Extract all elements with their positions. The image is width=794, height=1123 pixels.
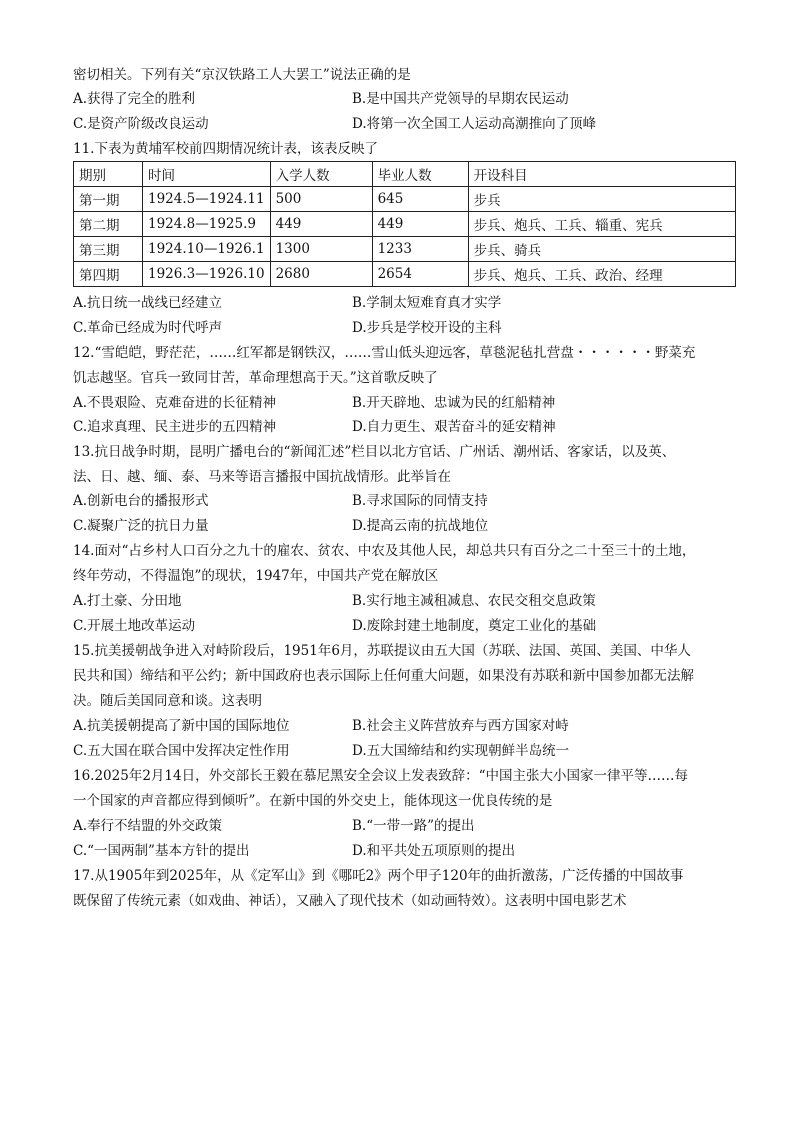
table-cell: 645 [372,187,468,212]
q13-option-c: C.凝聚广泛的抗日力量 [73,518,209,534]
table-cell: 1233 [372,237,468,262]
q16-option-c: C.“一国两制”基本方针的提出 [73,843,250,859]
table-cell: 2680 [270,262,372,287]
q12-option-a: A.不畏艰险、克难奋进的长征精神 [73,395,277,411]
q13-option-a: A.创新电台的播报形式 [73,493,209,509]
table-cell: 1924.8—1925.9 [143,212,271,237]
table-cell: 步兵、炮兵、工兵、政治、经理 [468,262,735,287]
q16-option-b: B.“一带一路”的提出 [352,818,475,834]
table-cell: 1926.3—1926.10 [143,262,271,287]
q16-option-d: D.和平共处五项原则的提出 [352,843,516,859]
whampoa-stats-table [73,161,736,287]
q11-option-d: D.步兵是学校开设的主科 [352,320,502,336]
intro-line: 密切相关。下列有关“京汉铁路工人大罢工”说法正确的是 [73,67,411,83]
table-header-row [74,162,736,187]
q15-option-a: A.抗美援朝提高了新中国的国际地位 [73,718,290,734]
q12-option-c: C.追求真理、民主进步的五四精神 [73,419,277,435]
table-header: 期别 [74,162,143,187]
table-cell: 449 [270,212,372,237]
q14-stem-line-1: 14.面对“占乡村人口百分之九十的雇农、贫农、中农及其他人民，却总共只有百分之二十至三十的土地， [73,543,696,559]
q12-stem-line-1: 12.“雪皑皑，野茫茫，……红军都是钢铁汉，……雪山低头迎远客，草毯泥毡扎营盘・・・・・・野菜充 [73,345,696,361]
table-row [74,212,736,237]
q15-option-b: B.社会主义阵营放弃与西方国家对峙 [352,718,569,734]
q11-option-c: C.革命已经成为时代呼声 [73,320,223,336]
q10-option-d: D.将第一次全国工人运动高潮推向了顶峰 [352,116,597,132]
q15-option-c: C.五大国在联合国中发挥决定性作用 [73,743,290,759]
q16-stem-line-1: 16.2025年2月14日，外交部长王毅在慕尼黑安全会议上发表致辞：“中国主张大小国家一律平等……每 [73,768,688,784]
q14-option-d: D.废除封建土地制度，奠定工业化的基础 [352,618,597,634]
table-cell: 步兵 [468,187,735,212]
q16-stem-line-2: 一个国家的声音都应得到倾听”。在新中国的外交史上，能体现这一优良传统的是 [73,793,553,809]
q15-stem-line-3: 决。随后美国同意和谈。这表明 [73,693,262,709]
table-header: 毕业人数 [372,162,468,187]
q10-option-b: B.是中国共产党领导的早期农民运动 [352,91,569,107]
table-cell: 1300 [270,237,372,262]
table-cell: 步兵、炮兵、工兵、辎重、宪兵 [468,212,735,237]
table-cell: 2654 [372,262,468,287]
table-row [74,262,736,287]
q14-option-a: A.打土豪、分田地 [73,593,182,609]
table-cell: 第一期 [74,187,143,212]
q12-option-d: D.自力更生、艰苦奋斗的延安精神 [352,419,556,435]
table-header: 开设科目 [468,162,735,187]
q13-stem-line-2: 法、日、越、缅、泰、马来等语言播报中国抗战情形。此举旨在 [73,469,451,485]
q11-option-a: A.抗日统一战线已经建立 [73,295,223,311]
table-cell: 步兵、骑兵 [468,237,735,262]
q14-stem-line-2: 终年劳动，不得温饱”的现状，1947年，中国共产党在解放区 [73,568,439,584]
q12-option-b: B.开天辟地、忠诚为民的红船精神 [352,395,556,411]
q14-option-b: B.实行地主减租减息、农民交租交息政策 [352,593,596,609]
q11-option-b: B.学制太短难育真才实学 [352,295,502,311]
table-header: 入学人数 [270,162,372,187]
q13-option-b: B.寻求国际的同情支持 [352,493,488,509]
q11-stem: 11.下表为黄埔军校前四期情况统计表，该表反映了 [73,141,378,157]
q13-stem-line-1: 13.抗日战争时期，昆明广播电台的“新闻汇述”栏目以北方官话、广州话、潮州话、客家话，以及英、 [73,444,676,460]
table-cell: 第三期 [74,237,143,262]
table-row [74,237,736,262]
q15-stem-line-2: 民共和国）缔结和平公约；新中国政府也表示国际上任何重大问题，如果没有苏联和新中国参加都无法解 [73,668,694,684]
table-cell: 1924.10—1926.1 [143,237,271,262]
q10-option-a: A.获得了完全的胜利 [73,91,196,107]
q17-stem-line-2: 既保留了传统元素（如戏曲、神话），又融入了现代技术（如动画特效）。这表明中国电影艺术 [73,893,627,909]
table-header: 时间 [143,162,271,187]
table-row [74,187,736,212]
q15-stem-line-1: 15.抗美援朝战争进入对峙阶段后，1951年6月，苏联提议由五大国（苏联、法国、英国、美国、中华人 [73,643,691,659]
q17-stem-line-1: 17.从1905年到2025年，从《定军山》到《哪吒2》两个甲子120年的曲折激荡，广泛传播的中国故事 [73,868,684,884]
table-cell: 第二期 [74,212,143,237]
q14-option-c: C.开展土地改革运动 [73,618,196,634]
q13-option-d: D.提高云南的抗战地位 [352,518,489,534]
q16-option-a: A.奉行不结盟的外交政策 [73,818,223,834]
q15-option-d: D.五大国缔结和约实现朝鲜半岛统一 [352,743,570,759]
table-cell: 449 [372,212,468,237]
q12-stem-line-2: 饥志越坚。官兵一致同甘苦，革命理想高于天。”这首歌反映了 [73,370,438,386]
table-cell: 500 [270,187,372,212]
table-cell: 1924.5—1924.11 [143,187,271,212]
q10-option-c: C.是资产阶级改良运动 [73,116,209,132]
table-cell: 第四期 [74,262,143,287]
